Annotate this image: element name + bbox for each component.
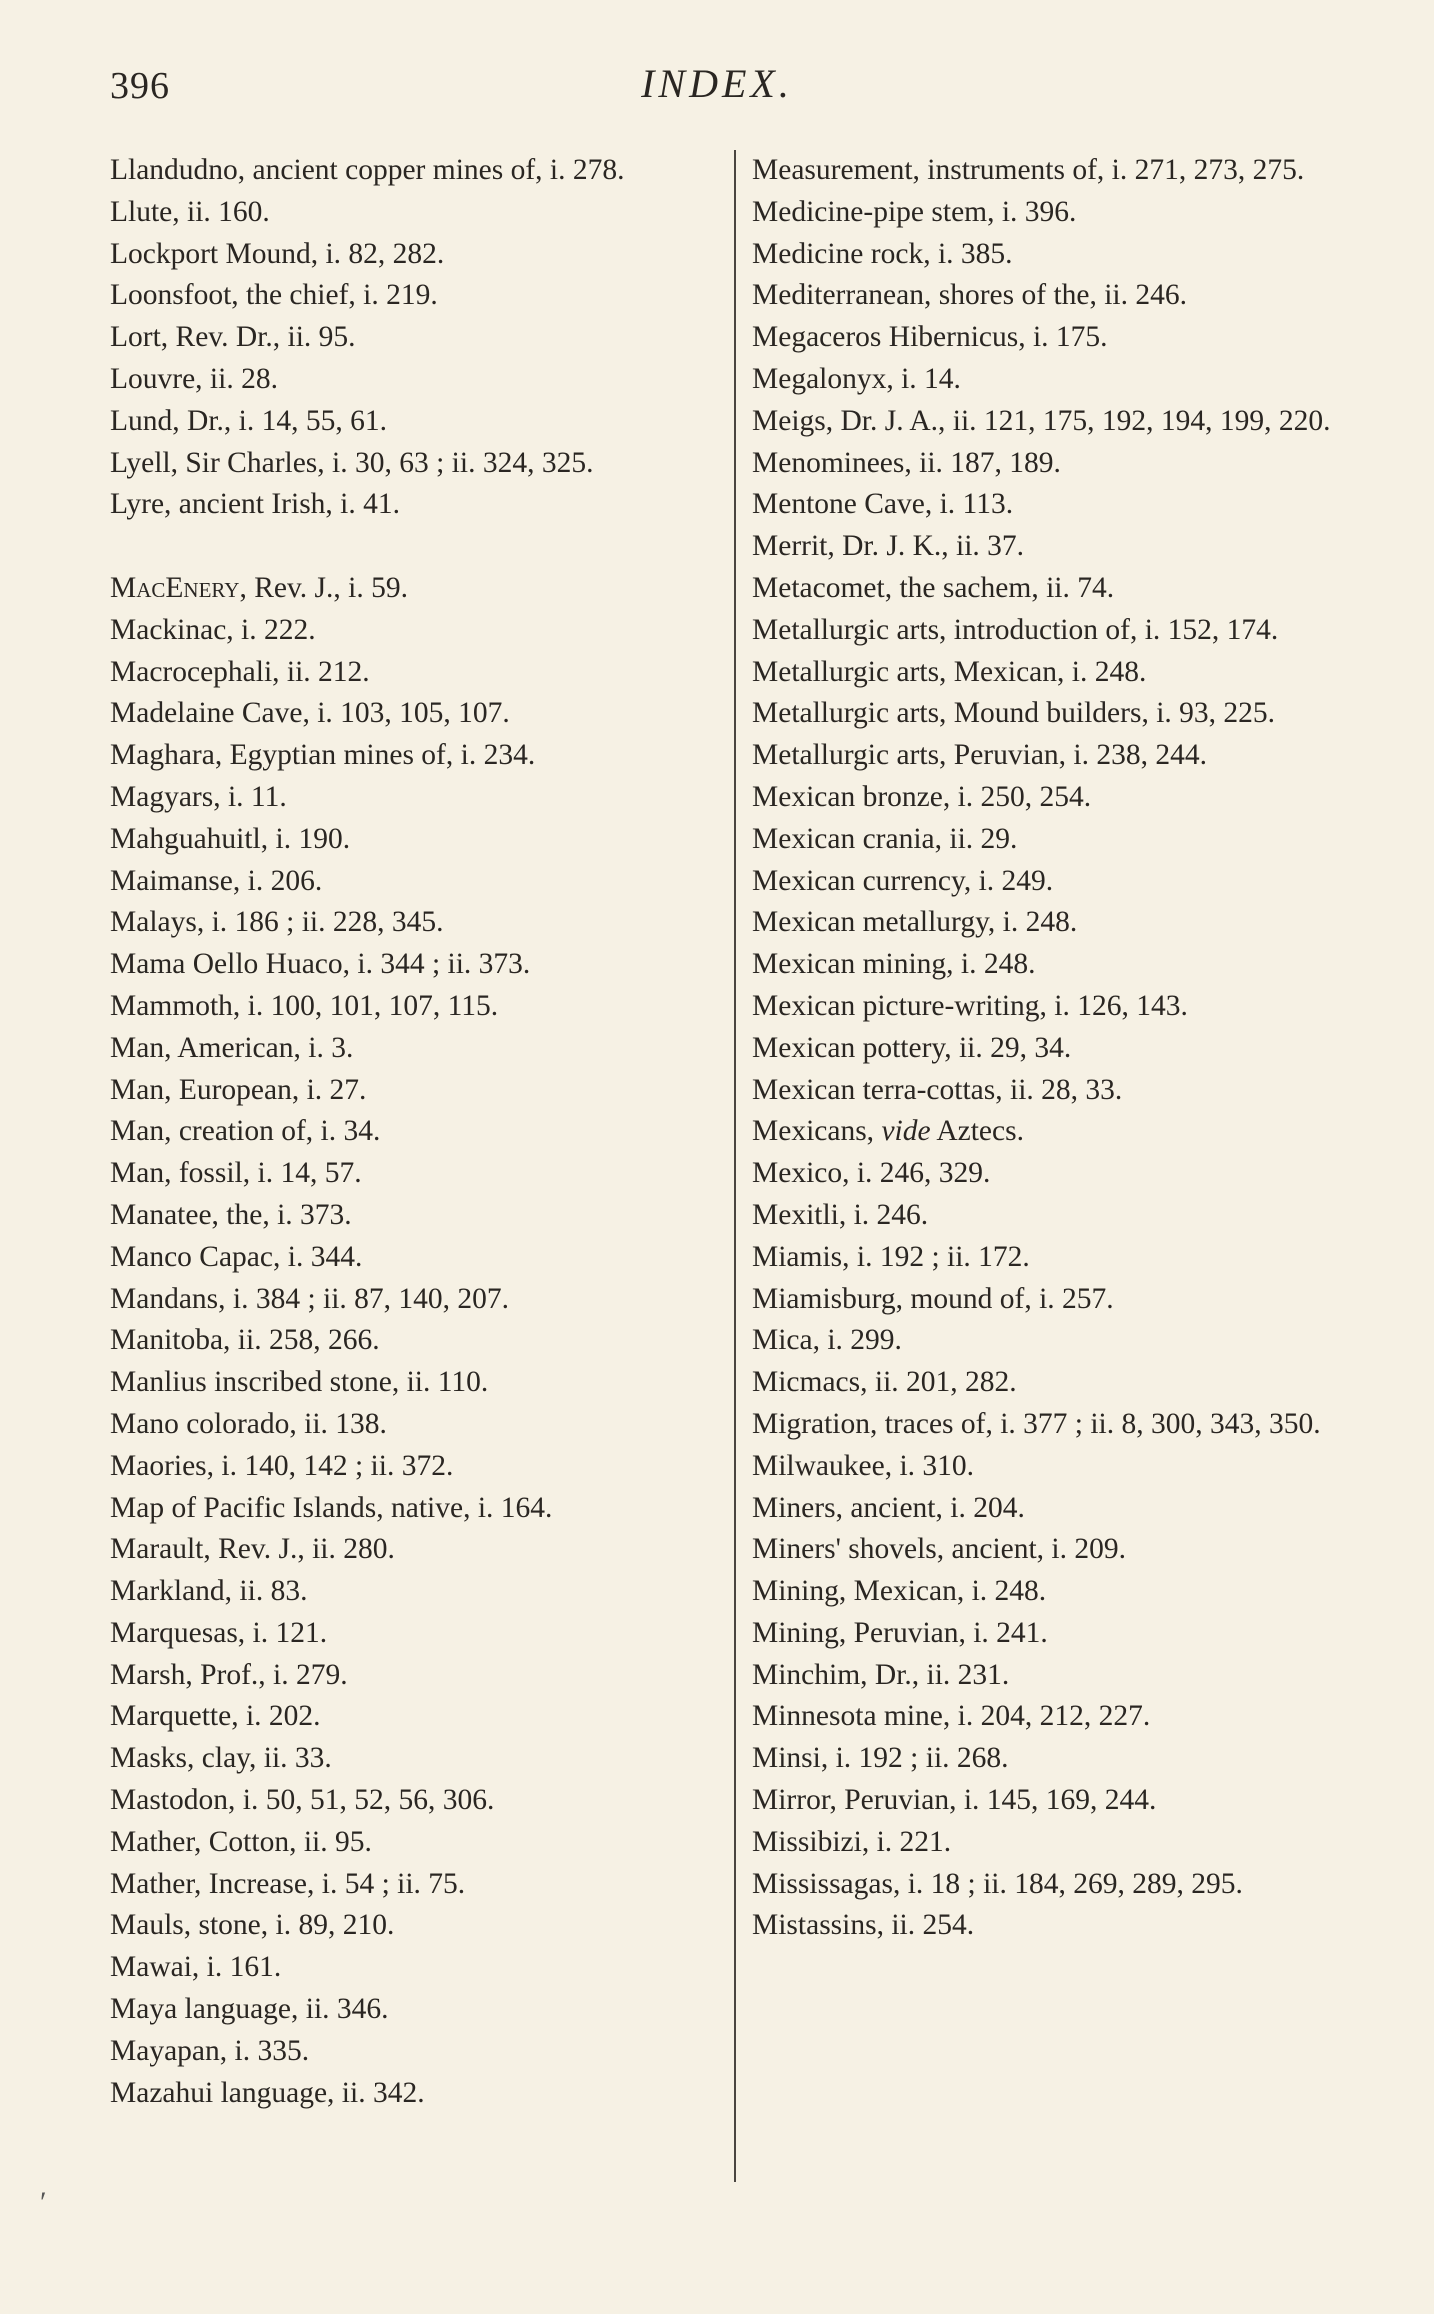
section-break: [110, 526, 722, 568]
index-entry: Menominees, ii. 187, 189.: [752, 446, 1061, 479]
index-entry: Mediterranean, shores of the, ii. 246.: [752, 279, 1187, 312]
index-entry: Man, European, i. 27.: [110, 1073, 367, 1106]
index-entry: Metallurgic arts, introduction of, i. 152, 174.: [752, 613, 1279, 646]
page-number: 396: [110, 65, 170, 107]
index-entry: Llute, ii. 160.: [110, 195, 270, 228]
index-entry: Meigs, Dr. J. A., ii. 121, 175, 192, 194, 199, 220.: [752, 404, 1331, 437]
entry-italic: vide: [881, 1115, 931, 1148]
index-entry: Mexican terra-cottas, ii. 28, 33.: [752, 1073, 1123, 1106]
left-entries-m: [110, 610, 722, 2115]
index-entry: Miners, ancient, i. 204.: [752, 1491, 1025, 1524]
entry-rest: , Rev. J., i. 59.: [239, 571, 408, 604]
index-entry: Mentone Cave, i. 113.: [752, 488, 1014, 521]
index-entry: Mather, Cotton, ii. 95.: [110, 1825, 372, 1858]
index-entry: Mammoth, i. 100, 101, 107, 115.: [110, 989, 499, 1022]
index-entry: Marsh, Prof., i. 279.: [110, 1658, 348, 1691]
index-entry: Lort, Rev. Dr., ii. 95.: [110, 321, 356, 354]
entry-text: Aztecs.: [930, 1115, 1024, 1148]
index-entry: Lyre, ancient Irish, i. 41.: [110, 488, 401, 521]
index-entry: Lund, Dr., i. 14, 55, 61.: [110, 404, 387, 437]
index-entry: Markland, ii. 83.: [110, 1575, 308, 1608]
index-entry: Magyars, i. 11.: [110, 780, 287, 813]
right-entries-b: [752, 1153, 1362, 1947]
index-entry: Minnesota mine, i. 204, 212, 227.: [752, 1700, 1151, 1733]
index-entry: Miamisburg, mound of, i. 257.: [752, 1282, 1114, 1315]
index-entry: Mining, Peruvian, i. 241.: [752, 1616, 1048, 1649]
index-entry: Milwaukee, i. 310.: [752, 1449, 975, 1482]
index-entry: Mexico, i. 246, 329.: [752, 1157, 991, 1190]
index-entry: Mica, i. 299.: [752, 1324, 902, 1357]
index-entry: Masks, clay, ii. 33.: [110, 1742, 332, 1775]
index-entry: Maya language, ii. 346.: [110, 1993, 389, 2026]
index-entry: Minsi, i. 192 ; ii. 268.: [752, 1742, 1009, 1775]
right-entries-a: [752, 150, 1362, 1111]
index-entry: Manitoba, ii. 258, 266.: [110, 1324, 380, 1357]
index-entry: Missibizi, i. 221.: [752, 1825, 952, 1858]
left-index-column: [110, 150, 722, 2114]
index-entry: Measurement, instruments of, i. 271, 273, 275.: [752, 154, 1305, 186]
index-entry: Metallurgic arts, Mexican, i. 248.: [752, 655, 1147, 688]
index-entry: Manco Capac, i. 344.: [110, 1240, 363, 1273]
index-entry: Loonsfoot, the chief, i. 219.: [110, 279, 438, 312]
index-entry: Miners' shovels, ancient, i. 209.: [752, 1533, 1127, 1566]
index-entry: Micmacs, ii. 201, 282.: [752, 1366, 1017, 1399]
index-entry: Lyell, Sir Charles, i. 30, 63 ; ii. 324, 325.: [110, 446, 594, 479]
index-entry: Mano colorado, ii. 138.: [110, 1407, 387, 1440]
index-entry: Llandudno, ancient copper mines of, i. 278.: [110, 154, 625, 186]
right-index-column: [752, 150, 1362, 1947]
entry-text: Mexicans,: [752, 1115, 882, 1148]
index-entry: Mississagas, i. 18 ; ii. 184, 269, 289, 295.: [752, 1867, 1243, 1900]
index-entry: Manatee, the, i. 373.: [110, 1198, 352, 1231]
index-entry: Map of Pacific Islands, native, i. 164.: [110, 1491, 553, 1524]
index-entry: Maimanse, i. 206.: [110, 864, 323, 897]
index-entry: Louvre, ii. 28.: [110, 362, 278, 395]
index-entry: Mexican picture-writing, i. 126, 143.: [752, 989, 1188, 1022]
index-entry: Megalonyx, i. 14.: [752, 362, 961, 395]
index-entry: Mining, Mexican, i. 248.: [752, 1575, 1047, 1608]
index-entry: Mastodon, i. 50, 51, 52, 56, 306.: [110, 1784, 495, 1817]
index-entry: Mexican pottery, ii. 29, 34.: [752, 1031, 1072, 1064]
index-entry: Mexican currency, i. 249.: [752, 864, 1054, 897]
index-entry: Malays, i. 186 ; ii. 228, 345.: [110, 906, 444, 939]
index-entry-macenery: [110, 568, 722, 610]
index-entry: Lockport Mound, i. 82, 282.: [110, 237, 445, 270]
index-entry: Metallurgic arts, Mound builders, i. 93, 225.: [752, 697, 1276, 730]
left-entries-l: [110, 150, 722, 526]
index-entry: Mandans, i. 384 ; ii. 87, 140, 207.: [110, 1282, 510, 1315]
index-entry: Manlius inscribed stone, ii. 110.: [110, 1366, 489, 1399]
index-entry: Madelaine Cave, i. 103, 105, 107.: [110, 697, 510, 730]
index-entry: Mawai, i. 161.: [110, 1951, 282, 1984]
index-entry: Mexitli, i. 246.: [752, 1198, 929, 1231]
index-entry: Maghara, Egyptian mines of, i. 234.: [110, 739, 536, 772]
column-divider: [734, 150, 736, 2182]
index-entry: Mexican metallurgy, i. 248.: [752, 906, 1078, 939]
index-entry: Medicine rock, i. 385.: [752, 237, 1013, 270]
index-entry: Miamis, i. 192 ; ii. 172.: [752, 1240, 1030, 1273]
index-entry: Man, creation of, i. 34.: [110, 1115, 381, 1148]
index-entry: Metacomet, the sachem, ii. 74.: [752, 571, 1115, 604]
index-entry: Mackinac, i. 222.: [110, 613, 316, 646]
index-entry: Maories, i. 140, 142 ; ii. 372.: [110, 1449, 454, 1482]
index-entry: Mexican crania, ii. 29.: [752, 822, 1018, 855]
stray-ink-mark: ′: [40, 2186, 47, 2219]
index-entry: Man, American, i. 3.: [110, 1031, 354, 1064]
index-entry: Mistassins, ii. 254.: [752, 1909, 975, 1942]
index-entry: Macrocephali, ii. 212.: [110, 655, 370, 688]
small-caps-name: MacEnery: [110, 571, 240, 604]
index-entry-mexicans: [752, 1111, 1362, 1153]
index-entry: Mauls, stone, i. 89, 210.: [110, 1909, 395, 1942]
index-entry: Merrit, Dr. J. K., ii. 37.: [752, 530, 1025, 563]
index-entry: Megaceros Hibernicus, i. 175.: [752, 321, 1108, 354]
index-entry: Marault, Rev. J., ii. 280.: [110, 1533, 395, 1566]
running-head: INDEX.: [641, 61, 793, 106]
index-entry: Man, fossil, i. 14, 57.: [110, 1157, 362, 1190]
index-entry: Mayapan, i. 335.: [110, 2034, 310, 2067]
index-entry: Mahguahuitl, i. 190.: [110, 822, 351, 855]
index-entry: Medicine-pipe stem, i. 396.: [752, 195, 1077, 228]
index-entry: Mexican mining, i. 248.: [752, 948, 1036, 981]
index-entry: Minchim, Dr., ii. 231.: [752, 1658, 1010, 1691]
index-entry: Mama Oello Huaco, i. 344 ; ii. 373.: [110, 948, 531, 981]
index-entry: Marquesas, i. 121.: [110, 1616, 328, 1649]
index-entry: Mazahui language, ii. 342.: [110, 2076, 425, 2109]
index-entry: Mexican bronze, i. 250, 254.: [752, 780, 1092, 813]
index-entry: Marquette, i. 202.: [110, 1700, 321, 1733]
index-entry: Metallurgic arts, Peruvian, i. 238, 244.: [752, 739, 1207, 772]
index-entry: Migration, traces of, i. 377 ; ii. 8, 300, 343, 350.: [752, 1407, 1321, 1440]
index-entry: Mirror, Peruvian, i. 145, 169, 244.: [752, 1784, 1157, 1817]
index-entry: Mather, Increase, i. 54 ; ii. 75.: [110, 1867, 466, 1900]
